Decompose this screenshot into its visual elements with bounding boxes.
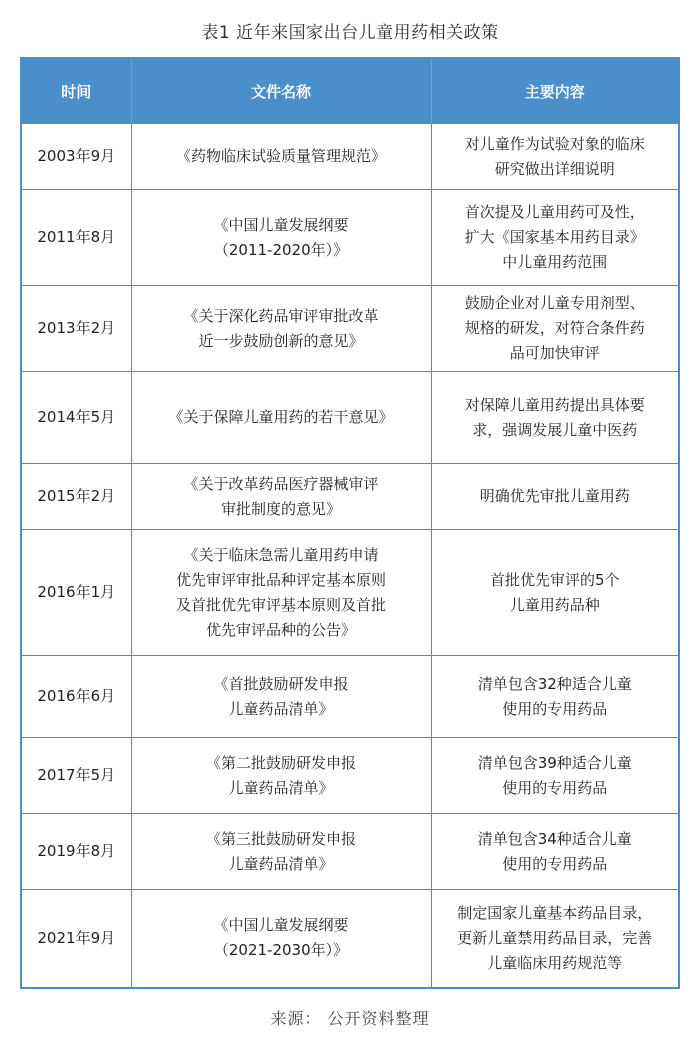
column-header-date: 时间 (21, 58, 131, 124)
table-row (21, 286, 679, 372)
row-document: 《中国儿童发展纲要 （2021-2030年）》 (131, 890, 431, 988)
table-row (21, 656, 679, 738)
row-content: 对儿童作为试验对象的临床 研究做出详细说明 (431, 124, 679, 190)
row-date: 2017年5月 (21, 738, 131, 814)
row-date: 2016年1月 (21, 530, 131, 656)
row-date: 2019年8月 (21, 814, 131, 890)
column-header-document: 文件名称 (131, 58, 431, 124)
table-row (21, 372, 679, 464)
row-document: 《关于深化药品审评审批改革 近一步鼓励创新的意见》 (131, 286, 431, 372)
source-note: 来源： 公开资料整理 (270, 1009, 430, 1028)
row-document: 《药物临床试验质量管理规范》 (131, 124, 431, 190)
row-date: 2016年6月 (21, 656, 131, 738)
row-document: 《第二批鼓励研发申报 儿童药品清单》 (131, 738, 431, 814)
row-content: 清单包含34种适合儿童 使用的专用药品 (431, 814, 679, 890)
row-document: 《第三批鼓励研发申报 儿童药品清单》 (131, 814, 431, 890)
table-row (21, 814, 679, 890)
row-date: 2021年9月 (21, 890, 131, 988)
row-document: 《中国儿童发展纲要 （2011-2020年）》 (131, 190, 431, 286)
row-content: 清单包含39种适合儿童 使用的专用药品 (431, 738, 679, 814)
table-row (21, 738, 679, 814)
row-content: 对保障儿童用药提出具体要 求，强调发展儿童中医药 (431, 372, 679, 464)
row-date: 2003年9月 (21, 124, 131, 190)
table-row (21, 190, 679, 286)
table-row (21, 890, 679, 988)
table-header-row (21, 58, 679, 124)
row-content: 明确优先审批儿童用药 (431, 464, 679, 530)
row-date: 2014年5月 (21, 372, 131, 464)
row-content: 首次提及儿童用药可及性， 扩大《国家基本用药目录》 中儿童用药范围 (431, 190, 679, 286)
row-content: 首批优先审评的5个 儿童用药品种 (431, 530, 679, 656)
table-row (21, 464, 679, 530)
row-content: 鼓励企业对儿童专用剂型、 规格的研发，对符合条件药 品可加快审评 (431, 286, 679, 372)
column-header-content: 主要内容 (431, 58, 679, 124)
row-document: 《关于改革药品医疗器械审评 审批制度的意见》 (131, 464, 431, 530)
policy-table (20, 57, 680, 989)
table-row (21, 530, 679, 656)
table-row (21, 124, 679, 190)
row-document: 《关于保障儿童用药的若干意见》 (131, 372, 431, 464)
row-date: 2013年2月 (21, 286, 131, 372)
row-content: 清单包含32种适合儿童 使用的专用药品 (431, 656, 679, 738)
table-title: 表1 近年来国家出台儿童用药相关政策 (201, 23, 499, 43)
row-date: 2015年2月 (21, 464, 131, 530)
row-date: 2011年8月 (21, 190, 131, 286)
row-content: 制定国家儿童基本药品目录， 更新儿童禁用药品目录，完善 儿童临床用药规范等 (431, 890, 679, 988)
row-document: 《首批鼓励研发申报 儿童药品清单》 (131, 656, 431, 738)
row-document: 《关于临床急需儿童用药申请 优先审评审批品种评定基本原则 及首批优先审评基本原则及首批 优先审评品种的公告》 (131, 530, 431, 656)
